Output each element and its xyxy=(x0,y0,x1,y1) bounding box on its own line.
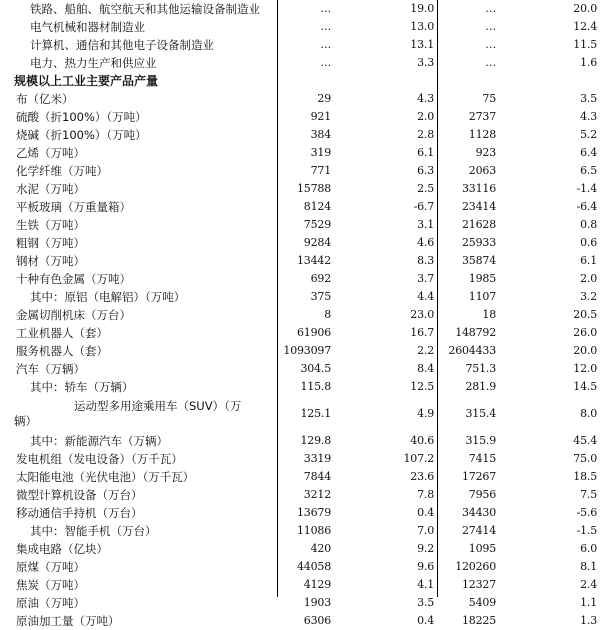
month-value-cell: … xyxy=(320,56,331,69)
row-label-line: 运动型多用途乘用车（SUV）（万 xyxy=(74,399,242,413)
table-row xyxy=(0,162,600,180)
row-label: 其中：新能源汽车（万辆） xyxy=(30,434,168,448)
cumulative-growth-cell: 2.0 xyxy=(580,272,597,285)
cumulative-growth-cell: 5.2 xyxy=(580,128,597,141)
row-label: 烧碱（折100%）（万吨） xyxy=(16,128,147,142)
cumulative-value-cell: 25933 xyxy=(462,236,496,249)
month-value-cell: 13679 xyxy=(297,506,331,519)
table-row xyxy=(0,396,600,432)
month-growth-cell: 2.2 xyxy=(417,344,434,357)
cumulative-growth-cell: 12.0 xyxy=(573,362,597,375)
month-growth-cell: 4.9 xyxy=(417,407,434,420)
month-value-cell: … xyxy=(320,20,331,33)
table-row xyxy=(0,126,600,144)
row-label: 钢材（万吨） xyxy=(16,254,85,268)
row-label: 水泥（万吨） xyxy=(16,182,85,196)
cumulative-growth-cell: 20.0 xyxy=(573,2,597,15)
month-growth-cell: 4.6 xyxy=(417,236,434,249)
month-value-cell: 115.8 xyxy=(300,380,331,393)
cumulative-growth-cell: 3.2 xyxy=(580,290,597,303)
cumulative-growth-cell: 26.0 xyxy=(573,326,597,339)
cumulative-value-cell: 17267 xyxy=(462,470,496,483)
table-row xyxy=(0,432,600,450)
table-row xyxy=(0,0,600,18)
month-value-cell: 13442 xyxy=(297,254,331,267)
month-value-cell: 8124 xyxy=(303,200,331,213)
month-growth-cell: 2.8 xyxy=(417,128,434,141)
row-label: 其中：轿车（万辆） xyxy=(30,380,134,394)
month-value-cell: 384 xyxy=(310,128,331,141)
month-value-cell: 1093097 xyxy=(283,344,331,357)
cumulative-value-cell: … xyxy=(485,2,496,15)
row-label: 原油（万吨） xyxy=(16,596,85,610)
row-label: 原油加工量（万吨） xyxy=(16,614,120,628)
cumulative-value-cell: … xyxy=(485,20,496,33)
table-row xyxy=(0,144,600,162)
cumulative-growth-cell: 1.1 xyxy=(580,596,597,609)
month-growth-cell: 0.4 xyxy=(417,614,434,627)
month-value-cell: 304.5 xyxy=(300,362,331,375)
table-row xyxy=(0,450,600,468)
cumulative-growth-cell: 18.5 xyxy=(573,470,597,483)
month-growth-cell: 19.0 xyxy=(410,2,434,15)
row-label: 十种有色金属（万吨） xyxy=(16,272,131,286)
row-label: 铁路、船舶、航空航天和其他运输设备制造业 xyxy=(30,2,260,16)
table-row xyxy=(0,504,600,522)
row-label: 服务机器人（套） xyxy=(16,344,108,358)
table-row xyxy=(0,216,600,234)
cumulative-growth-cell: 75.0 xyxy=(573,452,597,465)
month-growth-cell: 0.4 xyxy=(417,506,434,519)
row-label: 焦炭（万吨） xyxy=(16,578,85,592)
table-row xyxy=(0,558,600,576)
table-row xyxy=(0,36,600,54)
month-growth-cell: 9.6 xyxy=(417,560,434,573)
cumulative-growth-cell: -6.4 xyxy=(576,200,597,213)
cumulative-growth-cell: 45.4 xyxy=(573,434,597,447)
cumulative-value-cell: 21628 xyxy=(462,218,496,231)
cumulative-growth-cell: 1.3 xyxy=(580,614,597,627)
cumulative-growth-cell: 14.5 xyxy=(573,380,597,393)
cumulative-value-cell: 315.9 xyxy=(465,434,496,447)
month-value-cell xyxy=(277,72,337,90)
table-row xyxy=(0,342,600,360)
cumulative-growth-cell: 1.6 xyxy=(580,56,597,69)
table-row xyxy=(0,378,600,396)
cumulative-value-cell: 12327 xyxy=(462,578,496,591)
table-row xyxy=(0,270,600,288)
row-label: 计算机、通信和其他电子设备制造业 xyxy=(30,38,214,52)
table-row xyxy=(0,288,600,306)
section-heading-row xyxy=(0,72,600,90)
table-row xyxy=(0,108,600,126)
row-label: 金属切削机床（万台） xyxy=(16,308,131,322)
cumulative-value-cell: 1128 xyxy=(468,128,496,141)
cumulative-value-cell: 2604433 xyxy=(448,344,496,357)
cumulative-growth-cell: -5.6 xyxy=(576,506,597,519)
table-row xyxy=(0,486,600,504)
month-value-cell: 420 xyxy=(310,542,331,555)
cumulative-value-cell: 923 xyxy=(475,146,496,159)
month-value-cell: 4129 xyxy=(303,578,331,591)
month-value-cell: 1903 xyxy=(303,596,331,609)
row-label: 粗钢（万吨） xyxy=(16,236,85,250)
month-growth-cell: 3.7 xyxy=(417,272,434,285)
month-value-cell: 692 xyxy=(310,272,331,285)
cumulative-value-cell: … xyxy=(485,56,496,69)
month-value-cell: 771 xyxy=(310,164,331,177)
month-value-cell: 15788 xyxy=(297,182,331,195)
row-label: 生铁（万吨） xyxy=(16,218,85,232)
cumulative-growth-cell: 6.1 xyxy=(580,254,597,267)
table-row xyxy=(0,180,600,198)
month-growth-cell: 23.6 xyxy=(410,470,434,483)
cumulative-growth-cell: 8.1 xyxy=(580,560,597,573)
cumulative-value-cell: 1095 xyxy=(468,542,496,555)
row-label: 微型计算机设备（万台） xyxy=(16,488,143,502)
month-growth-cell: 6.1 xyxy=(417,146,434,159)
cumulative-value-cell: 751.3 xyxy=(465,362,496,375)
cumulative-value-cell: 120260 xyxy=(455,560,496,573)
month-growth-cell: 9.2 xyxy=(417,542,434,555)
month-growth-cell: 4.1 xyxy=(417,578,434,591)
table-row xyxy=(0,54,600,72)
cumulative-growth-cell: 2.4 xyxy=(580,578,597,591)
table-row xyxy=(0,540,600,558)
row-label: 工业机器人（套） xyxy=(16,326,108,340)
cumulative-value-cell: 27414 xyxy=(462,524,496,537)
month-value-cell: 44058 xyxy=(297,560,331,573)
month-growth-cell: 40.6 xyxy=(410,434,434,447)
cumulative-value-cell: 1107 xyxy=(468,290,496,303)
table-row xyxy=(0,234,600,252)
table-row xyxy=(0,576,600,594)
month-growth-cell: 23.0 xyxy=(410,308,434,321)
table-row xyxy=(0,306,600,324)
month-value-cell: … xyxy=(320,38,331,51)
cumulative-growth-cell: 6.4 xyxy=(580,146,597,159)
row-label: 太阳能电池（光伏电池）（万千瓦） xyxy=(16,470,195,484)
month-value-cell: 11086 xyxy=(297,524,331,537)
row-label: 硫酸（折100%）（万吨） xyxy=(16,110,147,124)
cumulative-growth-cell: 20.5 xyxy=(573,308,597,321)
month-value-cell: 9284 xyxy=(303,236,331,249)
month-value-cell: 7529 xyxy=(303,218,331,231)
cumulative-value-cell: 35874 xyxy=(462,254,496,267)
cumulative-growth-cell: 7.5 xyxy=(580,488,597,501)
month-value-cell: 319 xyxy=(310,146,331,159)
cumulative-value-cell: 18225 xyxy=(462,614,496,627)
cumulative-growth-cell: 3.5 xyxy=(580,92,597,105)
month-value-cell: 6306 xyxy=(303,614,331,627)
cumulative-value-cell: 2063 xyxy=(468,164,496,177)
cumulative-growth-cell xyxy=(499,72,600,90)
month-growth-cell: -6.7 xyxy=(413,200,434,213)
month-growth-cell: 4.4 xyxy=(417,290,434,303)
cumulative-growth-cell: -1.4 xyxy=(576,182,597,195)
table-row xyxy=(0,360,600,378)
cumulative-growth-cell: 12.4 xyxy=(573,20,597,33)
cumulative-value-cell: 18 xyxy=(482,308,496,321)
month-growth-cell: 107.2 xyxy=(403,452,434,465)
cumulative-value-cell: 148792 xyxy=(455,326,496,339)
month-value-cell: 7844 xyxy=(303,470,331,483)
cumulative-value-cell: 5409 xyxy=(468,596,496,609)
row-label: 原煤（万吨） xyxy=(16,560,85,574)
month-value-cell: 61906 xyxy=(297,326,331,339)
cumulative-growth-cell: 20.0 xyxy=(573,344,597,357)
table-row xyxy=(0,468,600,486)
row-label: 平板玻璃（万重量箱） xyxy=(16,200,131,214)
month-growth-cell: 16.7 xyxy=(410,326,434,339)
month-growth-cell: 8.3 xyxy=(417,254,434,267)
month-value-cell: 29 xyxy=(317,92,331,105)
cumulative-growth-cell: 0.6 xyxy=(580,236,597,249)
month-value-cell: 3212 xyxy=(303,488,331,501)
table-row xyxy=(0,198,600,216)
cumulative-value-cell: 2737 xyxy=(468,110,496,123)
cumulative-value-cell: 7956 xyxy=(468,488,496,501)
cumulative-growth-cell: 8.0 xyxy=(580,407,597,420)
month-growth-cell: 3.3 xyxy=(417,56,434,69)
cumulative-value-cell: 34430 xyxy=(462,506,496,519)
table-row xyxy=(0,324,600,342)
month-growth-cell xyxy=(337,72,437,90)
month-growth-cell: 8.4 xyxy=(417,362,434,375)
cumulative-growth-cell: -1.5 xyxy=(576,524,597,537)
month-growth-cell: 12.5 xyxy=(410,380,434,393)
cumulative-value-cell: … xyxy=(485,38,496,51)
cumulative-growth-cell: 6.0 xyxy=(580,542,597,555)
row-label xyxy=(0,396,277,432)
row-label: 发电机组（发电设备）（万千瓦） xyxy=(16,452,183,466)
month-value-cell: 125.1 xyxy=(300,407,331,420)
cumulative-value-cell: 33116 xyxy=(462,182,496,195)
table-row xyxy=(0,90,600,108)
row-label: 电力、热力生产和供应业 xyxy=(30,56,157,70)
cumulative-value-cell: 315.4 xyxy=(465,407,496,420)
cumulative-value-cell: 281.9 xyxy=(465,380,496,393)
cumulative-growth-cell: 11.5 xyxy=(573,38,597,51)
month-growth-cell: 13.0 xyxy=(410,20,434,33)
row-label: 移动通信手持机（万台） xyxy=(16,506,143,520)
row-label: 化学纤维（万吨） xyxy=(16,164,108,178)
table-row xyxy=(0,18,600,36)
cumulative-growth-cell: 0.8 xyxy=(580,218,597,231)
month-value-cell: 921 xyxy=(310,110,331,123)
month-value-cell: 375 xyxy=(310,290,331,303)
cumulative-growth-cell: 4.3 xyxy=(580,110,597,123)
cumulative-value-cell xyxy=(437,72,499,90)
month-growth-cell: 2.5 xyxy=(417,182,434,195)
month-growth-cell: 13.1 xyxy=(410,38,434,51)
row-label: 集成电路（亿块） xyxy=(16,542,108,556)
table-row xyxy=(0,252,600,270)
month-growth-cell: 3.5 xyxy=(417,596,434,609)
row-label: 布（亿米） xyxy=(16,92,74,106)
cumulative-growth-cell: 6.5 xyxy=(580,164,597,177)
cumulative-value-cell: 1985 xyxy=(468,272,496,285)
month-growth-cell: 3.1 xyxy=(417,218,434,231)
month-value-cell: … xyxy=(320,2,331,15)
month-value-cell: 8 xyxy=(324,308,331,321)
row-label: 汽车（万辆） xyxy=(16,362,85,376)
month-value-cell: 129.8 xyxy=(300,434,331,447)
row-label: 电气机械和器材制造业 xyxy=(30,20,145,34)
row-label: 乙烯（万吨） xyxy=(16,146,85,160)
month-growth-cell: 7.8 xyxy=(417,488,434,501)
cumulative-value-cell: 75 xyxy=(482,92,496,105)
month-growth-cell: 6.3 xyxy=(417,164,434,177)
row-label-line: 辆） xyxy=(14,414,37,428)
row-label: 其中：原铝（电解铝）（万吨） xyxy=(30,290,186,304)
table-row xyxy=(0,612,600,630)
row-label: 其中：智能手机（万台） xyxy=(30,524,157,538)
month-growth-cell: 7.0 xyxy=(417,524,434,537)
month-value-cell: 3319 xyxy=(303,452,331,465)
cumulative-value-cell: 7415 xyxy=(468,452,496,465)
month-growth-cell: 2.0 xyxy=(417,110,434,123)
row-label: 规模以上工业主要产品产量 xyxy=(14,74,159,88)
cumulative-value-cell: 23414 xyxy=(462,200,496,213)
month-growth-cell: 4.3 xyxy=(417,92,434,105)
table-row xyxy=(0,522,600,540)
